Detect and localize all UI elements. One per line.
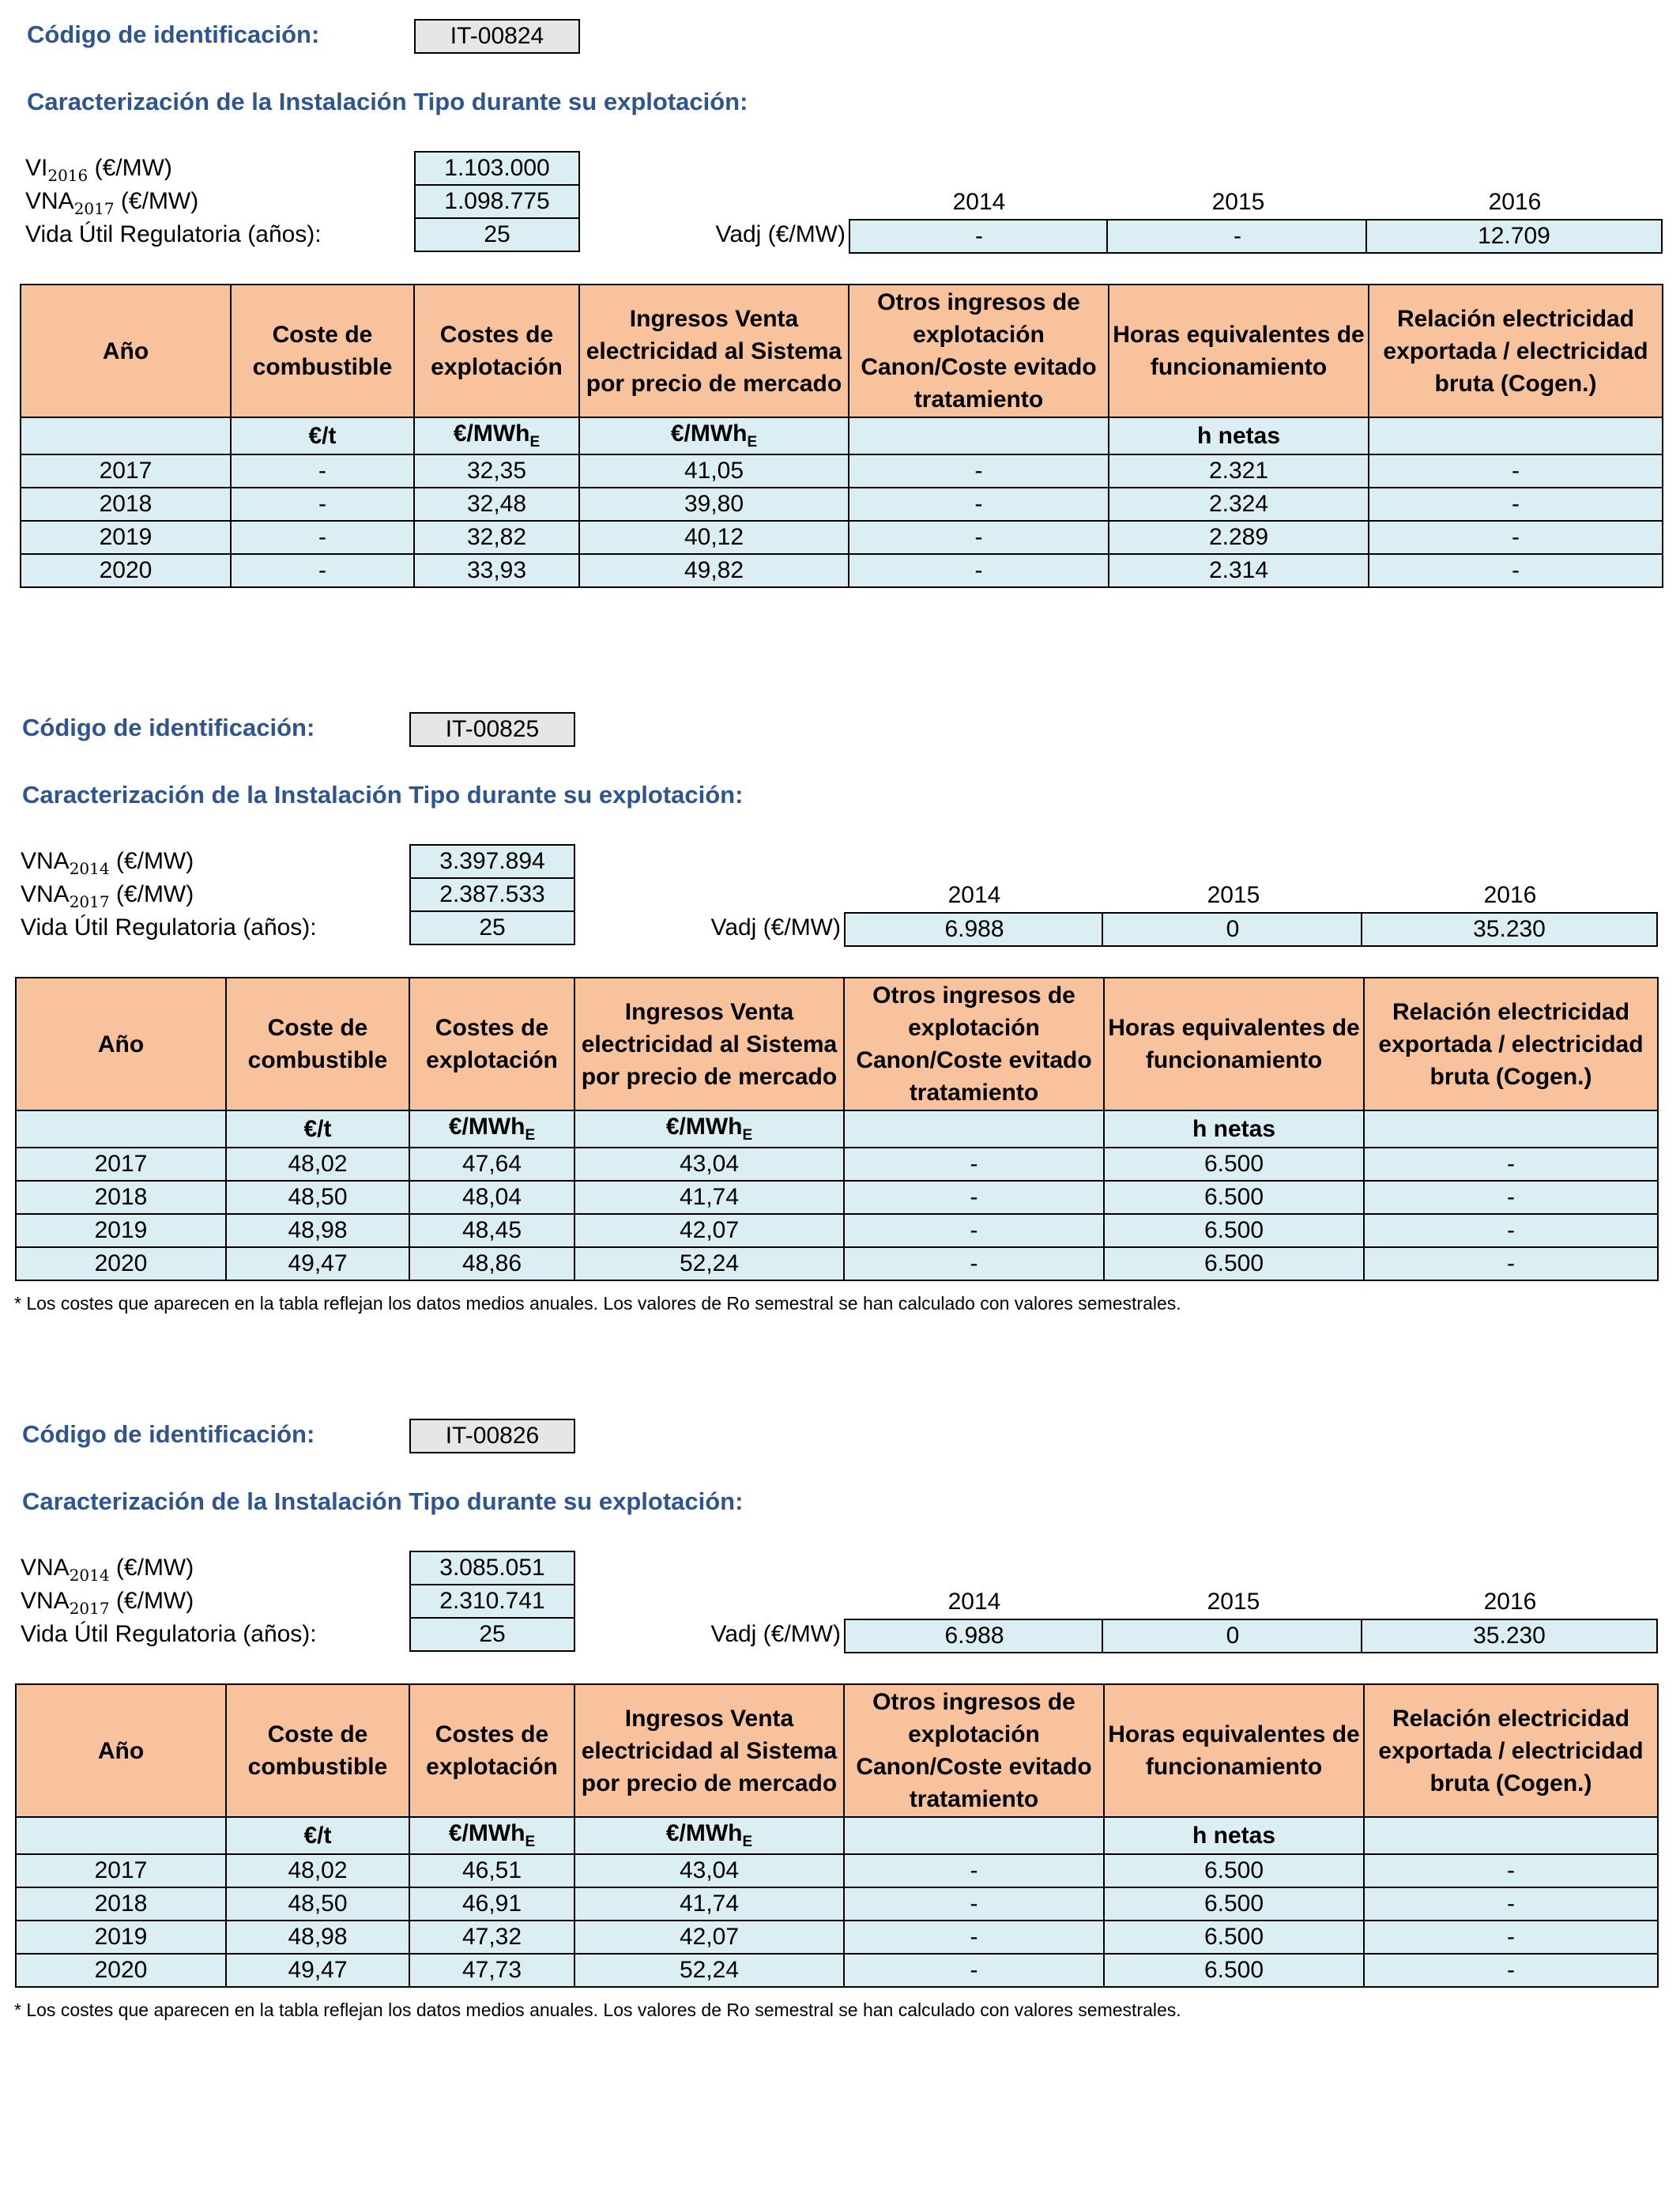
unit-text: €/t (303, 1115, 332, 1142)
param-value-box: 1.098.775 (414, 184, 580, 219)
param-value-box: 3.397.894 (409, 844, 575, 879)
vadj-value-cell: 6.988 (844, 1619, 1105, 1653)
value-cell: 6.500 (1104, 1247, 1364, 1280)
units-row (21, 417, 1663, 454)
year-cell: 2017 (16, 1854, 226, 1887)
unit-cell (849, 417, 1109, 454)
value-cell: 46,91 (409, 1887, 574, 1921)
value-cell: 49,47 (226, 1954, 409, 1987)
installation-section (0, 1400, 1680, 2095)
vadj-year-header: 2016 (1488, 189, 1542, 215)
value-cell: 52,24 (574, 1954, 844, 1987)
value-cell: 48,02 (226, 1854, 409, 1887)
value-cell: - (1364, 1954, 1658, 1987)
value-cell: 6.500 (1104, 1954, 1364, 1987)
param-subscript: 2017 (69, 892, 110, 911)
column-header: Ingresos Venta electricidad al Sistema por precio de mercado (579, 285, 849, 417)
unit-cell (231, 417, 414, 454)
param-subscript: 2016 (47, 166, 89, 185)
vadj-year-header: 2015 (1207, 1589, 1260, 1615)
unit-cell (1104, 1817, 1364, 1854)
value-cell: 6.500 (1104, 1181, 1364, 1214)
value-cell: 42,07 (574, 1921, 844, 1954)
section-subtitle: Caracterización de la Instalación Tipo durante su explotación: (22, 1487, 744, 1515)
year-cell: 2018 (21, 488, 231, 521)
value-cell: 48,02 (226, 1148, 409, 1181)
costs-table (15, 977, 1659, 1281)
value-cell: 32,35 (414, 454, 579, 488)
year-cell: 2018 (16, 1887, 226, 1921)
value-cell: 6.500 (1104, 1214, 1364, 1247)
param-name: VI (25, 155, 48, 181)
table-row (16, 1854, 1658, 1887)
unit-cell (1109, 417, 1369, 454)
value-cell: 47,32 (409, 1921, 574, 1954)
param-subscript: 2017 (69, 1599, 110, 1618)
value-cell: 6.500 (1104, 1854, 1364, 1887)
value-cell: 48,45 (409, 1214, 574, 1247)
value-cell: - (844, 1247, 1104, 1280)
costs-table (20, 284, 1663, 588)
vadj-year-header: 2015 (1211, 189, 1265, 215)
table-row (21, 488, 1663, 521)
value-cell: - (1369, 521, 1663, 554)
table-row (16, 1921, 1658, 1954)
param-unit: (€/MW) (109, 848, 194, 874)
code-label: Código de identificación: (22, 714, 315, 741)
section-subtitle: Caracterización de la Instalación Tipo durante su explotación: (27, 88, 748, 115)
column-header: Horas equivalentes de funcionamiento (1109, 285, 1369, 417)
vadj-year-header: 2014 (947, 1589, 1001, 1615)
param-name: VNA (25, 188, 74, 214)
table-row (16, 1148, 1658, 1181)
column-header: Costes de explotación (409, 1684, 574, 1817)
units-row (16, 1110, 1658, 1148)
unit-text: €/MWh (448, 1820, 525, 1846)
year-cell: 2020 (16, 1954, 226, 1987)
value-cell: 49,47 (226, 1247, 409, 1280)
column-header: Horas equivalentes de funcionamiento (1104, 978, 1364, 1110)
param-value-box: 25 (414, 217, 580, 252)
unit-text: €/MWh (453, 420, 530, 447)
value-cell: - (231, 454, 414, 488)
vadj-year-header: 2015 (1207, 882, 1260, 908)
year-cell: 2020 (21, 554, 231, 587)
column-header: Otros ingresos de explotación Canon/Coste evitado tratamiento (844, 978, 1104, 1110)
value-cell: - (849, 521, 1109, 554)
unit-subscript: E (525, 1834, 536, 1850)
unit-cell (1364, 1817, 1658, 1854)
unit-subscript: E (525, 1127, 536, 1144)
vadj-value-cell: 6.988 (844, 912, 1105, 947)
code-value-box: IT-00826 (409, 1419, 575, 1453)
param-value-box: 3.085.051 (409, 1551, 575, 1585)
unit-cell (414, 417, 579, 454)
vadj-value-cell: 35.230 (1361, 912, 1658, 947)
units-row (16, 1817, 1658, 1854)
unit-cell (579, 417, 849, 454)
unit-text: €/MWh (448, 1114, 525, 1140)
value-cell: - (849, 554, 1109, 587)
vadj-year-header: 2016 (1483, 1589, 1537, 1615)
unit-text: h netas (1192, 1822, 1276, 1849)
value-cell: 6.500 (1104, 1148, 1364, 1181)
vadj-year-header: 2016 (1483, 882, 1537, 908)
vadj-value-cell: - (849, 219, 1109, 254)
value-cell: 48,86 (409, 1247, 574, 1280)
param-value-box: 2.387.533 (409, 877, 575, 912)
vadj-year-header: 2014 (947, 882, 1001, 908)
unit-text: €/MWh (670, 420, 748, 447)
param-value-box: 2.310.741 (409, 1584, 575, 1619)
footnote: * Los costes que aparecen en la tabla reflejan los datos medios anuales. Los valores de Ro semestral se han calculado con valores semestrales. (14, 2000, 1181, 2020)
value-cell: - (849, 454, 1109, 488)
year-cell: 2017 (21, 454, 231, 488)
unit-subscript: E (742, 1834, 753, 1850)
param-unit: (€/MW) (109, 881, 194, 907)
vadj-value-cell: 35.230 (1361, 1619, 1658, 1653)
value-cell: - (844, 1148, 1104, 1181)
vadj-value-cell: 0 (1102, 1619, 1364, 1653)
value-cell: 43,04 (574, 1148, 844, 1181)
unit-cell (226, 1817, 409, 1854)
value-cell: - (844, 1954, 1104, 1987)
value-cell: 39,80 (579, 488, 849, 521)
column-header: Otros ingresos de explotación Canon/Coste evitado tratamiento (844, 1684, 1104, 1817)
column-header: Relación electricidad exportada / electricidad bruta (Cogen.) (1364, 1684, 1658, 1817)
value-cell: 52,24 (574, 1247, 844, 1280)
column-header: Año (16, 1684, 226, 1817)
unit-cell (574, 1817, 844, 1854)
column-header: Año (16, 978, 226, 1110)
param-value-box: 1.103.000 (414, 151, 580, 186)
code-value-box: IT-00825 (409, 712, 575, 747)
vadj-value-cell: 0 (1102, 912, 1364, 947)
value-cell: 48,50 (226, 1181, 409, 1214)
code-value-box: IT-00824 (414, 19, 580, 54)
param-name: VNA (21, 881, 70, 907)
value-cell: 6.500 (1104, 1887, 1364, 1921)
year-cell: 2019 (21, 521, 231, 554)
value-cell: - (1364, 1887, 1658, 1921)
value-cell: 2.324 (1109, 488, 1369, 521)
param-value-box: 25 (409, 910, 575, 945)
unit-cell (409, 1110, 574, 1148)
column-header: Coste de combustible (231, 285, 414, 417)
value-cell: 40,12 (579, 521, 849, 554)
year-cell: 2019 (16, 1921, 226, 1954)
param-label (21, 912, 317, 944)
value-cell: - (1364, 1181, 1658, 1214)
vadj-label: Vadj (€/MW) (715, 221, 846, 247)
unit-cell (16, 1110, 226, 1148)
column-header: Año (21, 285, 231, 417)
param-name: Vida Útil Regulatoria (años): (25, 221, 322, 247)
value-cell: 47,73 (409, 1954, 574, 1987)
table-row (21, 454, 1663, 488)
value-cell: - (1364, 1214, 1658, 1247)
unit-text: €/t (303, 1822, 332, 1849)
unit-cell (409, 1817, 574, 1854)
value-cell: - (844, 1887, 1104, 1921)
table-header-row (16, 1684, 1658, 1817)
costs-table (15, 1683, 1659, 1988)
value-cell: 2.321 (1109, 454, 1369, 488)
value-cell: - (231, 554, 414, 587)
column-header: Costes de explotación (414, 285, 579, 417)
param-unit: (€/MW) (109, 1555, 194, 1581)
column-header: Coste de combustible (226, 978, 409, 1110)
value-cell: - (1369, 554, 1663, 587)
column-header: Costes de explotación (409, 978, 574, 1110)
param-name: Vida Útil Regulatoria (años): (21, 1621, 317, 1647)
value-cell: 33,93 (414, 554, 579, 587)
column-header: Otros ingresos de explotación Canon/Coste evitado tratamiento (849, 285, 1109, 417)
value-cell: - (231, 521, 414, 554)
value-cell: - (1369, 488, 1663, 521)
unit-text: €/MWh (665, 1820, 743, 1846)
table-row (16, 1887, 1658, 1921)
column-header: Coste de combustible (226, 1684, 409, 1817)
vadj-value-cell: - (1106, 219, 1369, 254)
param-subscript: 2017 (73, 199, 115, 218)
unit-text: €/t (308, 422, 337, 449)
table-row (16, 1247, 1658, 1280)
value-cell: - (1364, 1148, 1658, 1181)
vadj-label: Vadj (€/MW) (710, 1621, 841, 1647)
value-cell: 2.314 (1109, 554, 1369, 587)
value-cell: - (1364, 1247, 1658, 1280)
table-row (16, 1954, 1658, 1987)
param-label (25, 219, 322, 251)
table-row (21, 554, 1663, 587)
unit-cell (16, 1817, 226, 1854)
unit-cell (21, 417, 231, 454)
unit-subscript: E (529, 434, 541, 450)
value-cell: - (844, 1181, 1104, 1214)
table-row (21, 521, 1663, 554)
unit-cell (574, 1110, 844, 1148)
unit-cell (226, 1110, 409, 1148)
value-cell: 48,50 (226, 1887, 409, 1921)
value-cell: 32,82 (414, 521, 579, 554)
table-row (16, 1214, 1658, 1247)
unit-cell (1364, 1110, 1658, 1148)
value-cell: - (849, 488, 1109, 521)
value-cell: - (1369, 454, 1663, 488)
param-label (21, 1619, 317, 1650)
value-cell: - (1364, 1854, 1658, 1887)
value-cell: 48,98 (226, 1214, 409, 1247)
value-cell: 42,07 (574, 1214, 844, 1247)
param-value-box: 25 (409, 1617, 575, 1652)
vadj-year-header: 2014 (952, 189, 1006, 215)
param-name: VNA (21, 1555, 70, 1581)
param-name: Vida Útil Regulatoria (años): (21, 914, 317, 941)
value-cell: - (1364, 1921, 1658, 1954)
column-header: Relación electricidad exportada / electricidad bruta (Cogen.) (1364, 978, 1658, 1110)
value-cell: 49,82 (579, 554, 849, 587)
year-cell: 2017 (16, 1148, 226, 1181)
value-cell: 46,51 (409, 1854, 574, 1887)
value-cell: 48,98 (226, 1921, 409, 1954)
column-header: Horas equivalentes de funcionamiento (1104, 1684, 1364, 1817)
value-cell: 47,64 (409, 1148, 574, 1181)
value-cell: 2.289 (1109, 521, 1369, 554)
year-cell: 2020 (16, 1247, 226, 1280)
param-name: VNA (21, 1588, 70, 1614)
value-cell: 41,05 (579, 454, 849, 488)
value-cell: 43,04 (574, 1854, 844, 1887)
footnote: * Los costes que aparecen en la tabla reflejan los datos medios anuales. Los valores de Ro semestral se han calculado con valores semestrales. (14, 1293, 1181, 1314)
value-cell: 41,74 (574, 1887, 844, 1921)
installation-section (0, 693, 1680, 1389)
unit-subscript: E (747, 434, 758, 450)
unit-text: €/MWh (665, 1114, 743, 1140)
param-subscript: 2014 (69, 859, 110, 878)
value-cell: - (231, 488, 414, 521)
year-cell: 2019 (16, 1214, 226, 1247)
unit-cell (844, 1817, 1104, 1854)
param-subscript: 2014 (69, 1566, 110, 1585)
param-unit: (€/MW) (109, 1588, 194, 1614)
value-cell: 48,04 (409, 1181, 574, 1214)
value-cell: - (844, 1921, 1104, 1954)
unit-subscript: E (742, 1127, 753, 1144)
value-cell: 32,48 (414, 488, 579, 521)
unit-cell (1104, 1110, 1364, 1148)
code-label: Código de identificación: (22, 1420, 315, 1448)
column-header: Ingresos Venta electricidad al Sistema por precio de mercado (574, 1684, 844, 1817)
value-cell: 6.500 (1104, 1921, 1364, 1954)
unit-cell (1369, 417, 1663, 454)
section-subtitle: Caracterización de la Instalación Tipo durante su explotación: (22, 781, 744, 809)
unit-text: h netas (1192, 1115, 1276, 1142)
vadj-label: Vadj (€/MW) (710, 914, 841, 941)
param-name: VNA (21, 848, 70, 874)
table-row (16, 1181, 1658, 1214)
value-cell: 41,74 (574, 1181, 844, 1214)
vadj-value-cell: 12.709 (1365, 219, 1663, 254)
value-cell: - (844, 1214, 1104, 1247)
table-header-row (21, 285, 1663, 417)
year-cell: 2018 (16, 1181, 226, 1214)
unit-cell (844, 1110, 1104, 1148)
value-cell: - (844, 1854, 1104, 1887)
column-header: Relación electricidad exportada / electricidad bruta (Cogen.) (1369, 285, 1663, 417)
installation-section (0, 0, 1680, 696)
param-unit: (€/MW) (114, 188, 199, 214)
table-header-row (16, 978, 1658, 1110)
column-header: Ingresos Venta electricidad al Sistema por precio de mercado (574, 978, 844, 1110)
param-unit: (€/MW) (88, 155, 172, 181)
unit-text: h netas (1196, 422, 1281, 449)
code-label: Código de identificación: (27, 21, 320, 48)
